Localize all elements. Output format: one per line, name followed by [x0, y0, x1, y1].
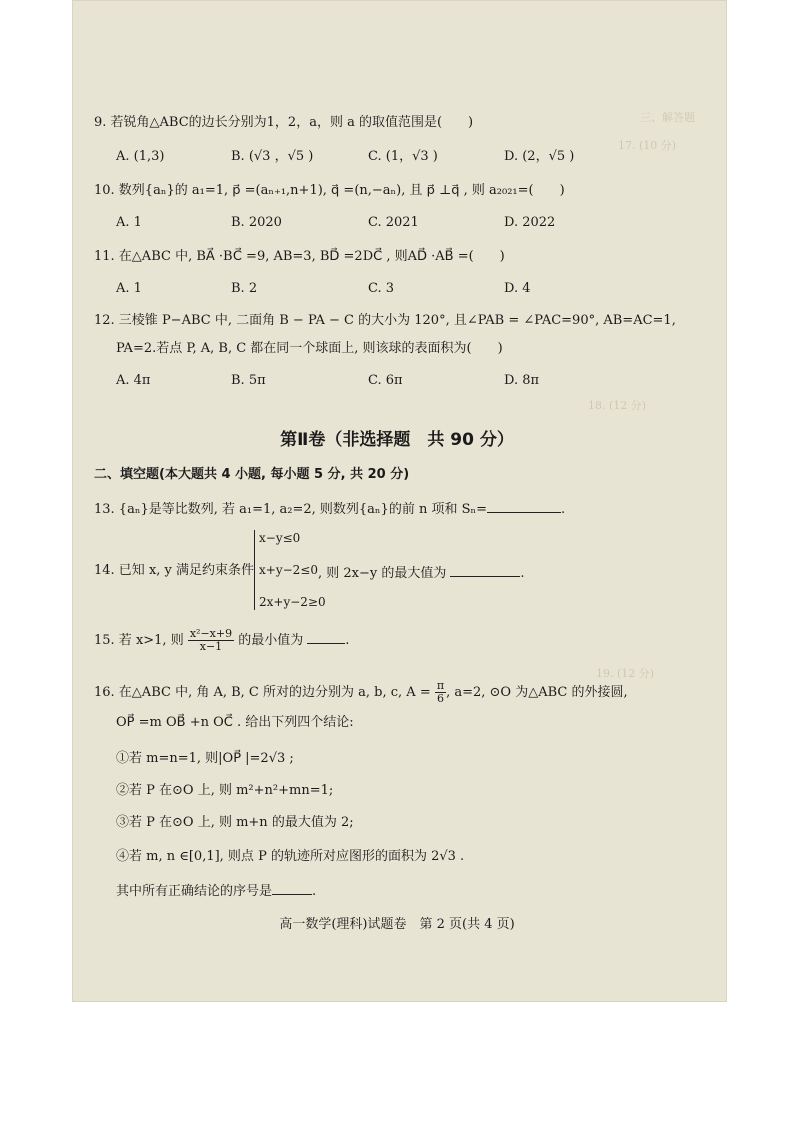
- bleed-through-text: 19. (12 分): [596, 667, 655, 680]
- question-15-tail: 的最小值为: [238, 633, 304, 649]
- answer-blank: [487, 500, 561, 513]
- q10-option-a: A. 1: [116, 215, 142, 230]
- fraction: [188, 628, 234, 653]
- constraint-2: x+y−2≤0: [259, 563, 318, 577]
- page-footer: 高一数学(理科)试题卷 第 2 页(共 4 页): [279, 917, 515, 932]
- question-16-final-text: 其中所有正确结论的序号是: [116, 884, 273, 899]
- question-12-stem-line2: PA=2.若点 P, A, B, C 都在同一个球面上, 则该球的表面积为( ): [116, 341, 503, 356]
- constraint-3: 2x+y−2≥0: [259, 595, 326, 609]
- answer-blank: [450, 564, 520, 577]
- q9-option-d: D. (2，√5 ): [504, 149, 575, 164]
- fraction-denominator: 6: [436, 692, 444, 706]
- question-16-final: 其中所有正确结论的序号是 .: [116, 884, 317, 899]
- q12-option-b: B. 5π: [231, 373, 266, 388]
- q12-option-d: D. 8π: [504, 373, 540, 388]
- question-16-lead: 16. 在△ABC 中, 角 A, B, C 所对的边分别为 a, b, c, A =: [94, 685, 431, 701]
- bleed-through-text: 18. (12 分): [588, 399, 647, 412]
- constraint-1: x−y≤0: [259, 531, 301, 545]
- q11-option-a: A. 1: [116, 281, 142, 296]
- question-14-tail: , 则 2x−y 的最大值为 .: [318, 566, 525, 581]
- section-subtitle: 二、填空题(本大题共 4 小题, 每小题 5 分, 共 20 分): [94, 467, 410, 482]
- q10-option-c: C. 2021: [368, 215, 419, 230]
- question-13: 13. {aₙ}是等比数列, 若 a₁=1, a₂=2, 则数列{aₙ}的前 n 项和 Sₙ= .: [94, 502, 566, 517]
- conclusion-2: ②若 P 在⊙O 上, 则 m²+n²+mn=1;: [116, 783, 334, 798]
- question-11-stem: 11. 在△ABC 中, BA⃗ ·BC⃗ =9, AB=3, BD⃗ =2DC⃗ , 则AD⃗ ·AB⃗ =( ): [94, 249, 505, 264]
- question-16-tail: , a=2, ⊙O 为△ABC 的外接圆,: [446, 685, 628, 701]
- answer-blank: [272, 882, 312, 895]
- q9-option-c: C. (1，√3 ): [368, 149, 438, 164]
- q11-option-b: B. 2: [231, 281, 258, 296]
- question-12-stem-line1: 12. 三棱锥 P−ABC 中, 二面角 B − PA − C 的大小为 120°, 且∠PAB = ∠PAC=90°, AB=AC=1,: [94, 313, 676, 328]
- bleed-through-text: 三、解答题: [640, 111, 695, 124]
- q12-option-c: C. 6π: [368, 373, 403, 388]
- question-16-line1: [94, 680, 628, 705]
- q11-option-d: D. 4: [504, 281, 531, 296]
- question-14-lead: 14. 已知 x, y 满足约束条件: [94, 563, 255, 578]
- conclusion-1: ①若 m=n=1, 则|OP⃗ |=2√3 ;: [116, 751, 294, 766]
- question-10-stem: 10. 数列{aₙ}的 a₁=1, p⃗ =(aₙ₊₁,n+1), q⃗ =(n,−aₙ), 且 p⃗ ⊥q⃗ , 则 a₂₀₂₁=( ): [94, 183, 565, 198]
- question-15: 15. 若 x>1, 则 $\frac{\text{x²−x+9}}{x-1}$ 的最小值为 .: [94, 627, 350, 654]
- q10-option-b: B. 2020: [231, 215, 282, 230]
- fraction-numerator: π: [436, 679, 445, 692]
- section-title: 第Ⅱ卷（非选择题 共 90 分）: [280, 430, 514, 450]
- conclusion-4: ④若 m, n ∈[0,1], 则点 P 的轨迹所对应图形的面积为 2√3 .: [116, 849, 465, 864]
- question-13-stem: 13. {aₙ}是等比数列, 若 a₁=1, a₂=2, 则数列{aₙ}的前 n 项和 Sₙ=: [94, 502, 488, 517]
- question-14-tail-text: , 则 2x−y 的最大值为: [318, 566, 447, 581]
- fraction: [435, 680, 446, 705]
- bleed-through-text: 17. (10 分): [618, 139, 677, 152]
- question-9-stem: 9. 若锐角△ABC的边长分别为1，2，a，则 a 的取值范围是( ): [94, 115, 474, 130]
- question-15-lead: 15. 若 x>1, 则: [94, 633, 184, 649]
- answer-blank: [307, 631, 345, 644]
- q9-option-b: B. (√3 ，√5 ): [231, 149, 314, 164]
- q10-option-d: D. 2022: [504, 215, 556, 230]
- conclusion-3: ③若 P 在⊙O 上, 则 m+n 的最大值为 2;: [116, 815, 354, 830]
- q12-option-a: A. 4π: [116, 373, 151, 388]
- q11-option-c: C. 3: [368, 281, 395, 296]
- fraction-denominator: x−1: [199, 640, 223, 654]
- q9-option-a: A. (1,3): [116, 149, 165, 164]
- fraction-numerator: x²−x+9: [189, 627, 233, 640]
- question-16-line2: OP⃗ =m OB⃗ +n OC⃗ . 给出下列四个结论:: [116, 715, 354, 730]
